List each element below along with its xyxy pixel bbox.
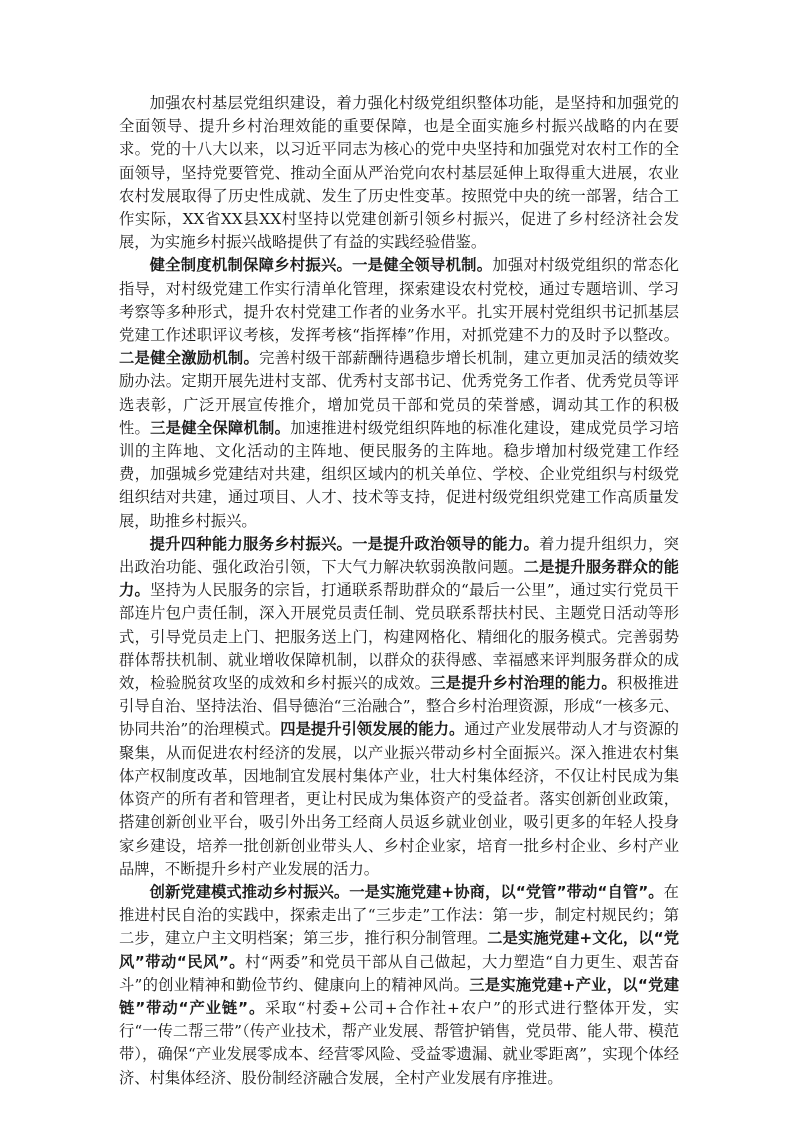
point-heading: 三是健全保障机制。: [150, 418, 291, 437]
intro-paragraph: [119, 92, 679, 254]
body-text: 村“两委”和党员干部从自己做起，大力塑造“自力更生、艰苦奋斗”的创业精神和勤俭节约、健康向上的精神风尚。: [119, 952, 679, 994]
point-heading: 二是实施党建+文化，以“党风”带动“民风”。: [119, 929, 679, 971]
section-heading: 提升四种能力服务乡村振兴。: [149, 534, 353, 553]
point-heading: 一是实施党建+协商，以“党管”带动“自管”。: [349, 882, 664, 901]
document-page: [119, 92, 679, 1090]
body-text: 积极推进引导自治、坚持法治、倡导德治“三治融合”，整合乡村治理资源，形成“一核多元、协同共治”的治理模式。: [119, 674, 679, 739]
point-heading: 四是提升引领发展的能力。: [280, 720, 465, 739]
body-text: 加强农村基层党组织建设，着力强化村级党组织整体功能，是坚持和加强党的全面领导、提升乡村治理效能的重要保障，也是全面实施乡村振兴战略的内在要求。党的十八大以来，以习近平同志为核心的党中央坚持和加强党对农村工作的全面领导，坚持党要管党、推动全面从严治党向农村基层延伸上取得重大进展，农业农村发展取得了历史性成就、发生了历史性变革。按照党中央的统一部署，结合工作实际，XX省XX县XX村坚持以党建创新引领乡村振兴，促进了乡村经济社会发展，为实施乡村振兴战略提供了有益的实践经验借鉴。: [119, 94, 679, 252]
section-heading: 创新党建模式推动乡村振兴。: [149, 882, 350, 901]
body-text: 坚持为人民服务的宗旨，打通联系帮助群众的“最后一公里”，通过实行党员干部连片包户责任制，深入开展党员责任制、党员联系帮扶村民、主题党日活动等形式，引导党员走上门、把服务送上门，构建网格化、精细化的服务模式。完善弱势群体帮扶机制、就业增收保障机制，以群众的获得感、幸福感来评判服务群众的成效，检验脱贫攻坚的成效和乡村振兴的成效。: [119, 581, 679, 693]
body-text: 着力提升组织力，突出政治功能、强化政治引领，下大气力解决软弱涣散问题。: [119, 534, 679, 577]
body-text: 加强对村级党组织的常态化指导，对村级党建工作实行清单化管理，探索建设农村党校，通过专题培训、学习考察等多种形式，提升农村党建工作者的业务水平。扎实开展村党组织书记抓基层党建工作述职评议考核，发挥考核“指挥棒”作用，对抓党建不力的及时予以整改。: [119, 256, 679, 345]
body-text: 加速推进村级党组织阵地的标准化建设，建成党员学习培训的主阵地、文化活动的主阵地、便民服务的主阵地。稳步增加村级党建工作经费，加强城乡党建结对共建，组织区域内的机关单位、学校、企业党组织与村级党组织结对共建，通过项目、人才、技术等支持，促进村级党组织党建工作高质量发展，助推乡村振兴。: [119, 418, 679, 530]
point-heading: 三是实施党建+产业，以“党建链”带动“产业链”。: [119, 975, 679, 1017]
section-innovative-models: [119, 881, 679, 1090]
body-text: 在推进村民自治的实践中，探索走出了“三步走”工作法：第一步，制定村规民约；第二步，建立户主文明档案；第三步，推行积分制管理。: [119, 882, 679, 948]
section-four-capabilities: [119, 533, 679, 881]
point-heading: 一是健全领导机制。: [352, 256, 493, 275]
section-heading: 健全制度机制保障乡村振兴。: [149, 256, 353, 275]
section-institutional-mechanisms: [119, 254, 679, 532]
body-text: 采取“村委+公司+合作社+农户”的形式进行整体开发，实行“一传二帮三带”（传产业技术，帮产业发展、帮管护销售，党员带、能人带、模范带），确保“产业发展零成本、经营零风险、受益零遗漏、就业零距离”，实现个体经济、村集体经济、股份制经济融合发展，全村产业发展有序推进。: [119, 998, 679, 1087]
point-heading: 一是提升政治领导的能力。: [352, 534, 540, 553]
body-text: 通过产业发展带动人才与资源的聚集，从而促进农村经济的发展，以产业振兴带动乡村全面振兴。深入推进农村集体产权制度改革，因地制宜发展村集体产业，壮大村集体经济，不仅让村民成为集体资产的所有者和管理者，更让村民成为集体资产的受益者。落实创新创业政策，搭建创新创业平台，吸引外出务工经商人员返乡就业创业，吸引更多的年轻人投身家乡建设，培养一批创新创业带头人、乡村企业家，培育一批乡村企业、乡村产业品牌，不断提升乡村产业发展的活力。: [119, 720, 679, 878]
point-heading: 二是健全激励机制。: [119, 349, 260, 368]
body-text: 完善村级干部薪酬待遇稳步增长机制，建立更加灵活的绩效奖励办法。定期开展先进村支部、优秀村支部书记、优秀党务工作者、优秀党员等评选表彰，广泛开展宣传推介，增加党员干部和党员的荣誉感，调动其工作的积极性。: [119, 349, 679, 437]
point-heading: 二是提升服务群众的能力。: [119, 558, 679, 600]
point-heading: 三是提升乡村治理的能力。: [430, 674, 617, 693]
